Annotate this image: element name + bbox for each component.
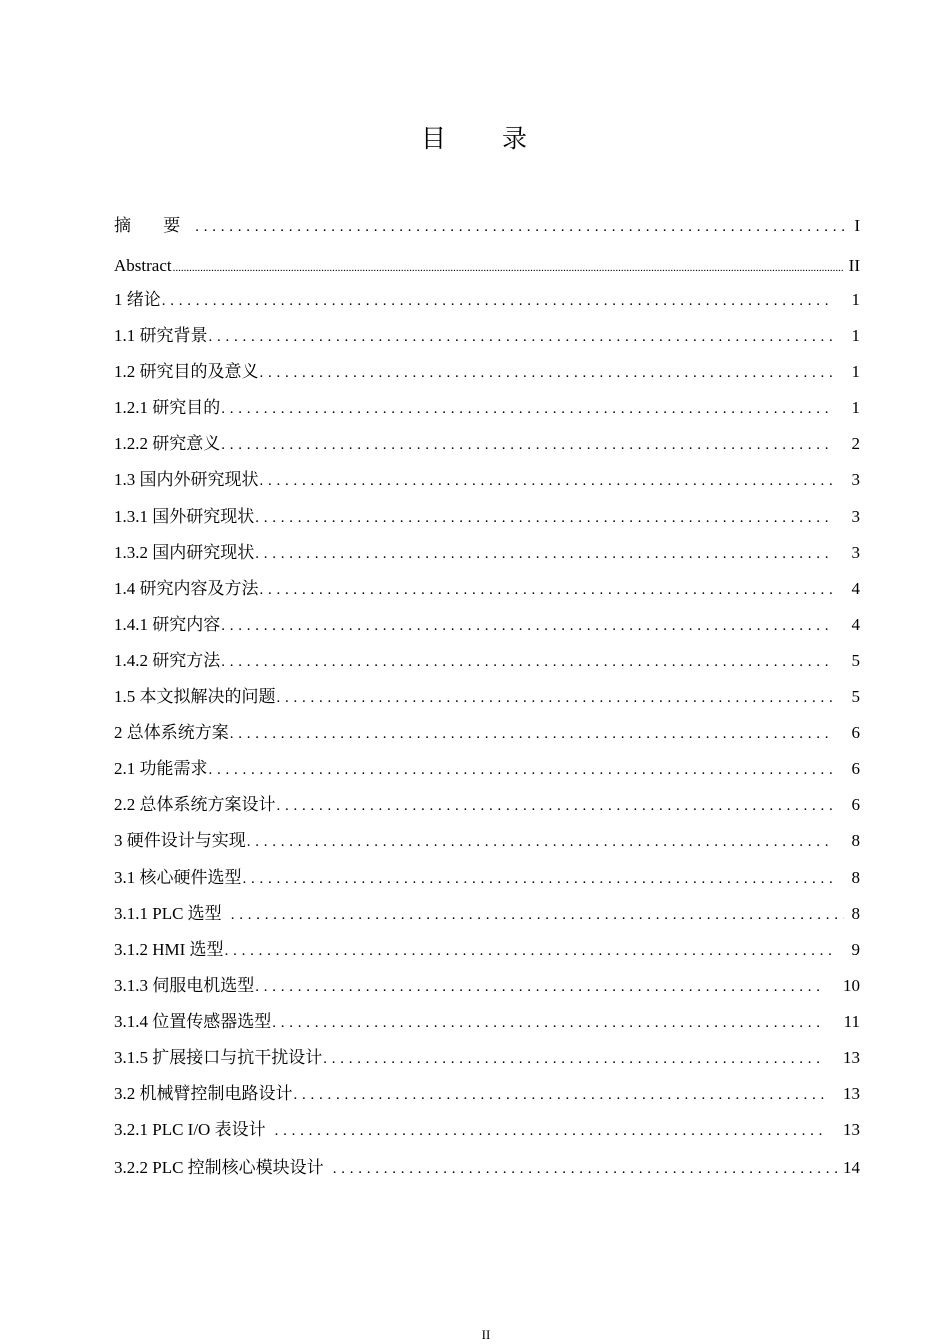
toc-leader [221,427,834,463]
toc-entry-page: 13 [843,1047,860,1067]
toc-entry-3-1-4[interactable] [114,1004,860,1040]
toc-leader [260,463,835,499]
toc-leader [323,1041,824,1077]
toc-entry-label: 2 总体系统方案 [114,723,229,743]
toc-leader [225,933,834,969]
toc-entry-label: 3 硬件设计与实现 [114,831,246,851]
toc-entry-page: 1 [851,398,860,418]
toc-leader [333,1149,841,1189]
toc-leader [243,861,835,897]
toc-entry-label: 1.1 研究背景 [114,326,208,346]
toc-entry-page: 6 [851,759,860,779]
footer-page-number: II [481,1327,491,1342]
toc-entry-1-2-1[interactable] [114,390,860,426]
toc-entry-1[interactable] [114,282,860,318]
toc-entry-label: 3.1.3 伺服电机选型 [114,975,255,995]
toc-entry-page: 8 [851,831,860,851]
toc-entry-3-1-5[interactable] [114,1040,860,1076]
toc-entry-page: 13 [843,1084,860,1104]
toc-leader [173,249,844,286]
toc-entry-1-2-2[interactable] [114,426,860,462]
toc-entry-3-2-2[interactable] [114,1148,860,1188]
toc-entry-page: 11 [843,1011,860,1031]
toc-entry-page: II [848,256,860,275]
toc-entry-label: 3.1.2 HMI 选型 [114,939,224,959]
toc-entry-label: Abstract [114,256,172,275]
toc-entry-3[interactable] [114,823,860,859]
toc-entry-1-3[interactable] [114,462,860,498]
toc-entry-page: 9 [851,939,860,959]
toc-entry-abstract-cn[interactable] [114,208,860,248]
toc-entry-label: 1.2.2 研究意义 [114,434,221,454]
toc-entry-1-1[interactable] [114,318,860,354]
toc-leader [195,209,844,245]
toc-leader [255,969,824,1005]
toc-entry-label: 2.1 功能需求 [114,759,208,779]
toc-entry-2[interactable] [114,715,860,751]
toc-entry-page: 4 [851,614,860,634]
toc-leader [230,716,834,752]
toc-entry-1-4-1[interactable] [114,607,860,643]
toc-entry-1-3-1[interactable] [114,499,860,535]
toc-entry-page: 14 [843,1158,860,1178]
toc-entry-label: 1.4 研究内容及方法 [114,578,259,598]
toc-entry-page: 4 [851,578,860,598]
toc-entry-page: 13 [843,1120,860,1140]
toc-entry-label: 1.2.1 研究目的 [114,398,221,418]
toc-entry-label: 1.4.2 研究方法 [114,650,221,670]
toc-entry-page: 1 [851,290,860,309]
toc-entry-1-2[interactable] [114,354,860,390]
toc-leader [277,680,835,716]
toc-entry-label: 2.2 总体系统方案设计 [114,795,276,815]
toc-entry-label: 1.3 国内外研究现状 [114,470,259,490]
toc-leader [255,500,834,536]
toc-entry-page: 8 [851,903,860,923]
toc-entry-abstract-en[interactable] [114,248,860,282]
toc-entry-page: 3 [851,506,860,526]
toc-entry-label: 1.3.2 国内研究现状 [114,542,255,562]
toc-entry-label: 3.1 核心硬件选型 [114,867,242,887]
toc-entry-1-3-2[interactable] [114,535,860,571]
toc-entry-3-1-2[interactable] [114,932,860,968]
toc-entry-page: 3 [851,470,860,490]
toc-leader [162,283,834,319]
toc-entry-page: 5 [851,650,860,670]
toc-entry-page: 8 [851,867,860,887]
toc-entry-page: I [854,216,860,235]
toc-entry-label: 3.1.1 PLC 选型 [114,903,222,923]
toc-entry-label: 3.1.5 扩展接口与抗干扰设计 [114,1047,323,1067]
toc-leader [277,788,835,824]
toc-entry-label: 1 绪论 [114,290,161,309]
toc-entry-3-1-1[interactable] [114,896,860,932]
toc-entry-3-2-1[interactable] [114,1112,860,1148]
toc-entry-label: 3.2.2 PLC 控制核心模块设计 [114,1158,324,1178]
toc-entry-label: 1.2 研究目的及意义 [114,362,259,382]
toc-entry-page: 1 [851,326,860,346]
toc-leader [255,536,834,572]
toc-entry-page: 6 [851,723,860,743]
toc-leader [221,391,834,427]
toc-leader [247,824,834,860]
toc-entry-label: 3.2 机械臂控制电路设计 [114,1084,293,1104]
page-title: 目 录 [421,124,551,153]
toc-leader [221,644,834,680]
toc-entry-page: 10 [843,975,860,995]
toc-leader [275,1113,824,1149]
toc-entry-3-1[interactable] [114,860,860,896]
toc-leader [260,572,835,608]
table-of-contents [114,208,860,1188]
toc-entry-label: 1.5 本文拟解决的问题 [114,687,276,707]
toc-entry-2-1[interactable] [114,751,860,787]
toc-leader [231,897,844,933]
toc-leader [221,608,834,644]
toc-leader [209,319,835,355]
toc-entry-label: 3.2.1 PLC I/O 表设计 [114,1120,266,1140]
toc-entry-1-4[interactable] [114,571,860,607]
toc-entry-label: 1.4.1 研究内容 [114,614,221,634]
toc-entry-page: 1 [851,362,860,382]
toc-entry-page: 5 [851,687,860,707]
toc-entry-2-2[interactable] [114,787,860,823]
toc-entry-page: 3 [851,542,860,562]
toc-entry-label: 摘 要 [114,216,195,235]
toc-entry-page: 6 [851,795,860,815]
toc-entry-3-2[interactable] [114,1076,860,1112]
toc-entry-1-4-2[interactable] [114,643,860,679]
toc-entry-3-1-3[interactable] [114,968,860,1004]
toc-leader [209,752,835,788]
toc-entry-label: 1.3.1 国外研究现状 [114,506,255,526]
toc-leader [260,355,835,391]
toc-entry-label: 3.1.4 位置传感器选型 [114,1011,272,1031]
toc-leader [294,1077,825,1113]
toc-entry-page: 2 [851,434,860,454]
toc-entry-1-5[interactable] [114,679,860,715]
toc-leader [272,1005,824,1041]
